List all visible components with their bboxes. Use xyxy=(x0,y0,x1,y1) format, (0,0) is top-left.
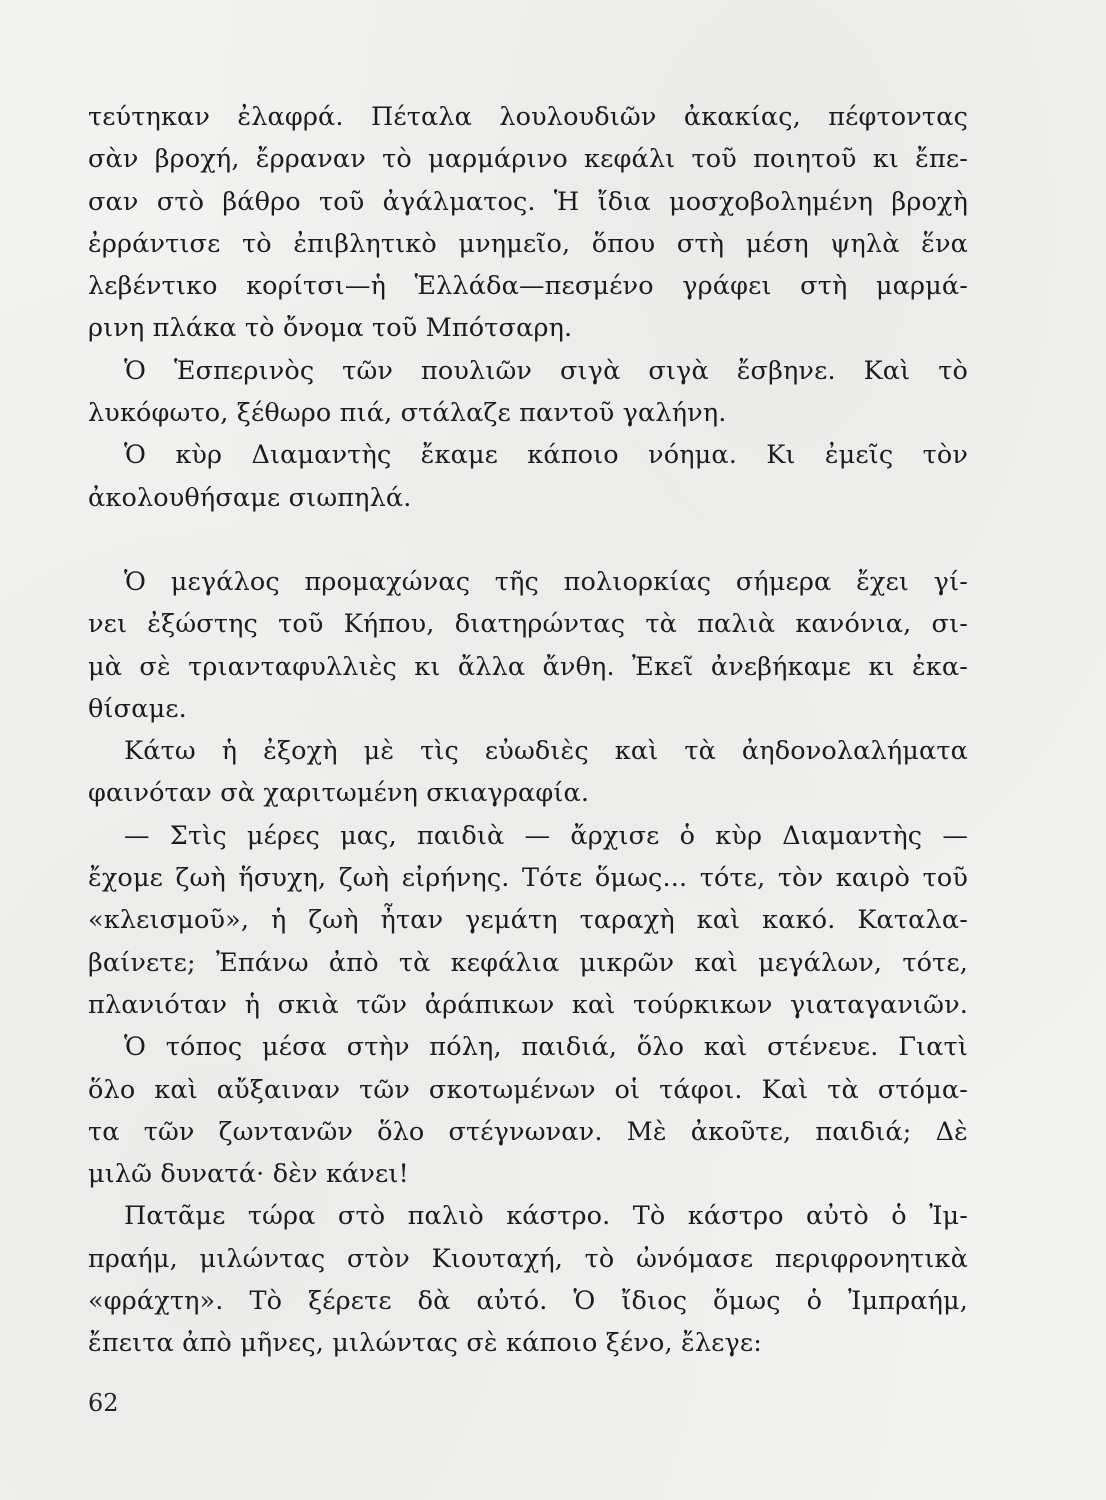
text-line: νει ἐξώστης τοῦ Κήπου, διατηρώντας τὰ παλιὰ κανόνια, σι- xyxy=(88,609,968,640)
text-line: θίσαμε. xyxy=(88,693,187,724)
text-line: Ὁ Ἑσπερινὸς τῶν πουλιῶν σιγὰ σιγὰ ἔσβηνε. Καὶ τὸ xyxy=(124,355,968,386)
text-line: Ὁ κὺρ Διαμαντὴς ἔκαμε κάποιο νόημα. Κι ἐμεῖς τὸν xyxy=(124,440,968,471)
text-line: μιλῶ δυνατά· δὲν κάνει! xyxy=(88,1159,409,1190)
text-line: ὅλο καὶ αὔξαιναν τῶν σκοτωμένων οἱ τάφοι. Καὶ τὰ στόμα- xyxy=(88,1074,968,1105)
text-line: λεβέντικο κορίτσι—ἡ Ἑλλάδα—πεσμένο γράφει στὴ μαρμά- xyxy=(88,271,968,302)
text-line: ἔπειτα ἀπὸ μῆνες, μιλώντας σὲ κάποιο ξένο, ἔλεγε: xyxy=(88,1328,763,1359)
text-line: ἐρράντισε τὸ ἐπιβλητικὸ μνημεῖο, ὅπου στὴ μέση ψηλὰ ἕνα xyxy=(88,228,968,259)
text-line: τεύτηκαν ἐλαφρά. Πέταλα λουλουδιῶν ἀκακίας, πέφτοντας xyxy=(88,102,968,132)
text-line: μὰ σὲ τριανταφυλλιὲς κι ἄλλα ἄνθη. Ἐκεῖ ἀνεβήκαμε κι ἐκα- xyxy=(88,651,968,682)
text-line: πραήμ, μιλώντας στὸν Κιουταχή, τὸ ὠνόμασε περιφρονητικὰ xyxy=(88,1243,968,1274)
text-line: φαινόταν σὰ χαριτωμένη σκιαγραφία. xyxy=(88,778,590,809)
text-line: ρινη πλάκα τὸ ὄνομα τοῦ Μπότσαρη. xyxy=(88,313,573,344)
text-line: σαν στὸ βάθρο τοῦ ἀγάλματος. Ἡ ἴδια μοσχοβολημένη βροχὴ xyxy=(88,186,968,217)
text-line: — Στὶς μέρες μας, παιδιὰ — ἄρχισε ὁ κὺρ Διαμαντὴς — xyxy=(124,820,968,851)
text-line: σὰν βροχή, ἔρραναν τὸ μαρμάρινο κεφάλι τοῦ ποιητοῦ κι ἔπε- xyxy=(88,144,968,175)
text-line: τα τῶν ζωντανῶν ὅλο στέγνωναν. Μὲ ἀκοῦτε, παιδιά; Δὲ xyxy=(88,1116,968,1147)
paragraph-gap xyxy=(88,519,968,561)
text-line: ἀκολουθήσαμε σιωπηλά. xyxy=(88,482,412,513)
text-line: «φράχτη». Τὸ ξέρετε δὰ αὐτό. Ὁ ἴδιος ὅμως ὁ Ἰμπραήμ, xyxy=(88,1286,968,1317)
text-line: Πατᾶμε τώρα στὸ παλιὸ κάστρο. Τὸ κάστρο αὐτὸ ὁ Ἰμ- xyxy=(124,1201,968,1232)
page-number: 62 xyxy=(88,1389,119,1417)
text-line: «κλεισμοῦ», ἡ ζωὴ ἦταν γεμάτη ταραχὴ καὶ κακό. Καταλα- xyxy=(88,905,968,936)
text-line: Ὁ τόπος μέσα στὴν πόλη, παιδιά, ὅλο καὶ στένευε. Γιατὶ xyxy=(124,1032,968,1063)
text-line: Ὁ μεγάλος προμαχώνας τῆς πολιορκίας σήμερα ἔχει γί- xyxy=(124,566,968,597)
text-line: πλανιόταν ἡ σκιὰ τῶν ἀράπικων καὶ τούρκικων γιαταγανιῶν. xyxy=(88,989,968,1020)
text-line: ἔχομε ζωὴ ἥσυχη, ζωὴ εἰρήνης. Τότε ὅμως... τότε, τὸν καιρὸ τοῦ xyxy=(88,863,968,894)
body-text xyxy=(88,96,968,1365)
text-line: Κάτω ἡ ἐξοχὴ μὲ τὶς εὐωδιὲς καὶ τὰ ἀηδονολαλήματα xyxy=(124,736,968,767)
text-line: βαίνετε; Ἐπάνω ἀπὸ τὰ κεφάλια μικρῶν καὶ μεγάλων, τότε, xyxy=(88,947,968,978)
text-line: λυκόφωτο, ξέθωρο πιά, στάλαζε παντοῦ γαλήνη. xyxy=(88,398,727,429)
